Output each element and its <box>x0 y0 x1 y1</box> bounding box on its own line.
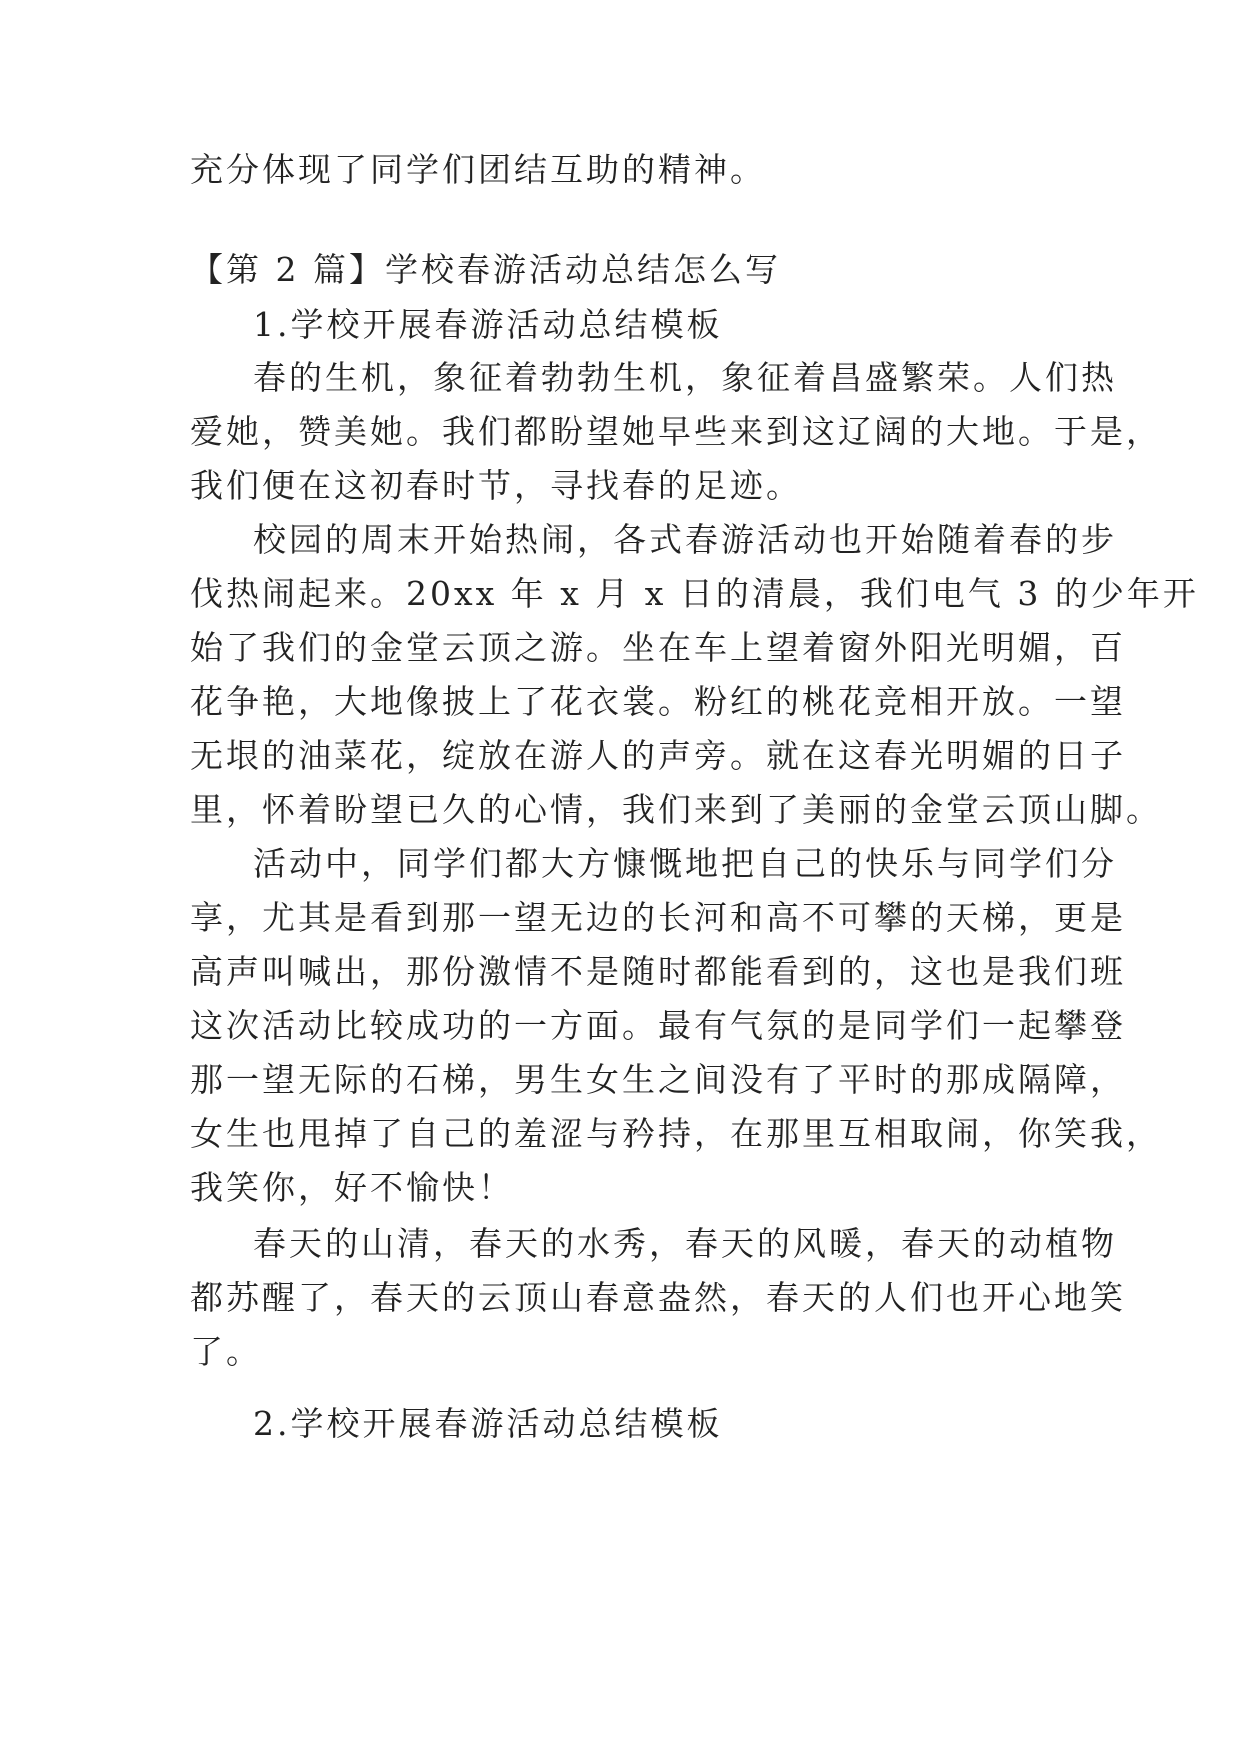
paragraph-line: 了。 <box>190 1332 262 1371</box>
paragraph-line: 高声叫喊出，那份激情不是随时都能看到的，这也是我们班 <box>190 952 1126 991</box>
paragraph-line: 始了我们的金堂云顶之游。坐在车上望着窗外阳光明媚，百 <box>190 628 1126 667</box>
paragraph-line: 爱她，赞美她。我们都盼望她早些来到这辽阔的大地。于是， <box>190 412 1162 451</box>
paragraph-line: 无垠的油菜花，绽放在游人的声旁。就在这春光明媚的日子 <box>190 736 1126 775</box>
paragraph-line: 那一望无际的石梯，男生女生之间没有了平时的那成隔障， <box>190 1060 1126 1099</box>
paragraph-line: 伐热闹起来。20xx 年 x 月 x 日的清晨，我们电气 3 的少年开 <box>190 574 1199 613</box>
paragraph-line: 充分体现了同学们团结互助的精神。 <box>190 150 766 189</box>
paragraph-line: 花争艳，大地像披上了花衣裳。粉红的桃花竞相开放。一望 <box>190 682 1126 721</box>
paragraph-line: 女生也甩掉了自己的羞涩与矜持，在那里互相取闹，你笑我， <box>190 1114 1162 1153</box>
paragraph-line: 都苏醒了，春天的云顶山春意盎然，春天的人们也开心地笑 <box>190 1278 1126 1317</box>
paragraph-line: 我笑你，好不愉快！ <box>190 1168 514 1207</box>
section-heading: 【第 2 篇】学校春游活动总结怎么写 <box>190 250 781 289</box>
paragraph-line: 这次活动比较成功的一方面。最有气氛的是同学们一起攀登 <box>190 1006 1126 1045</box>
paragraph-line: 春的生机，象征着勃勃生机，象征着昌盛繁荣。人们热 <box>253 358 1117 397</box>
paragraph-line: 校园的周末开始热闹，各式春游活动也开始随着春的步 <box>253 520 1117 559</box>
paragraph-line: 里，怀着盼望已久的心情，我们来到了美丽的金堂云顶山脚。 <box>190 790 1162 829</box>
paragraph-line: 春天的山清，春天的水秀，春天的风暖，春天的动植物 <box>253 1224 1117 1263</box>
subheading: 1.学校开展春游活动总结模板 <box>253 305 723 344</box>
paragraph-line: 享，尤其是看到那一望无边的长河和高不可攀的天梯，更是 <box>190 898 1126 937</box>
paragraph-line: 我们便在这初春时节，寻找春的足迹。 <box>190 466 802 505</box>
subheading: 2.学校开展春游活动总结模板 <box>253 1404 723 1443</box>
paragraph-line: 活动中，同学们都大方慷慨地把自己的快乐与同学们分 <box>253 844 1117 883</box>
